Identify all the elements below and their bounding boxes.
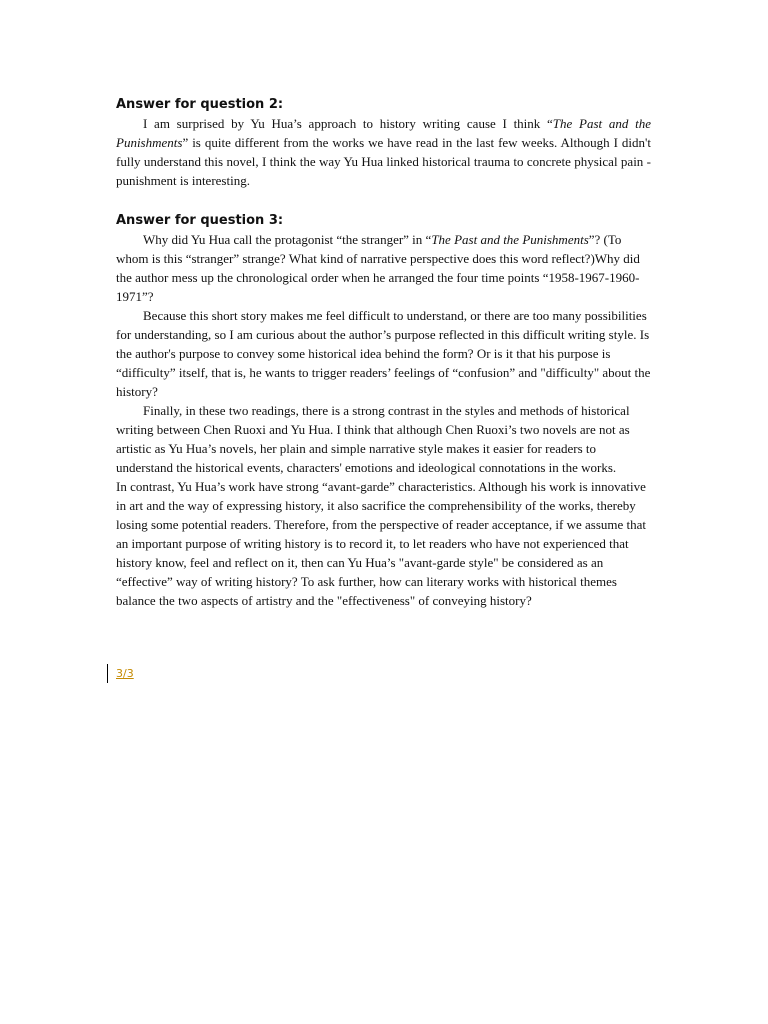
question-3-paragraph-4: In contrast, Yu Hua’s work have strong “avant-garde” characteristics. Although his work is innovative in art and the way of expressing history, it also sacrifice the comprehensibility of the works, thereby losing some potential readers. Therefore, from the perspective of reader acceptance, if we assume that an important purpose of writing history is to record it, to let readers who have not experienced that history know, feel and reflect on it, then can Yu Hua’s "avant-garde style" be considered as an “effective” way of writing history? To ask further, how can literary works with historical themes balance the two aspects of artistry and the "effectiveness" of conveying history? bbox=[116, 479, 646, 608]
page-footer bbox=[107, 663, 134, 683]
q2-work-title: The Past and the Punishments bbox=[116, 116, 651, 150]
question-3-paragraph-2: Because this short story makes me feel difficult to understand, or there are too many possibilities for understanding, so I am curious about the author’s purpose reflected in this difficult writing style. Is the author's purpose to convey some historical idea behind the form? Or is it that his purpose is “difficulty” itself, that is, he wants to trigger readers’ feelings of “confusion” and "difficulty" about the history? bbox=[116, 308, 651, 399]
text-cursor bbox=[107, 664, 108, 683]
question-2-heading: Answer for question 2: bbox=[116, 97, 284, 112]
q3-text-after-title: ”? (To whom is this “stranger” strange? What kind of narrative perspective does this word reflect?)Why did the author mess up the chronological order when he arranged the four time points “1958-1967-1960-1971”? bbox=[116, 232, 640, 304]
q2-text-after-title: ” is quite different from the works we have read in the last few weeks. Although I didn't fully understand this novel, I think the way Yu Hua linked historical trauma to concrete physical pain - punishment is interesting. bbox=[116, 135, 651, 188]
q3-text-before-title: Why did Yu Hua call the protagonist “the stranger” in “ bbox=[143, 232, 432, 247]
question-2-answer-paragraph bbox=[116, 114, 651, 190]
q3-work-title: The Past and the Punishments bbox=[431, 232, 589, 247]
question-3-paragraph-1 bbox=[116, 230, 651, 306]
question-3-heading: Answer for question 3: bbox=[116, 213, 284, 228]
q2-text-before-title: I am surprised by Yu Hua’s approach to history writing cause I think “ bbox=[143, 116, 553, 131]
question-3-paragraph-3: Finally, in these two readings, there is a strong contrast in the styles and methods of historical writing between Chen Ruoxi and Yu Hua. I think that although Chen Ruoxi’s two novels are not as artistic as Yu Hua’s novels, her plain and simple narrative style makes it easier for readers to understand the historical events, characters' emotions and ideological connotations in the works. bbox=[116, 403, 630, 475]
paragraph-spacer bbox=[116, 190, 651, 209]
document-body bbox=[116, 93, 651, 610]
page-number-link[interactable]: 3/3 bbox=[116, 666, 134, 680]
